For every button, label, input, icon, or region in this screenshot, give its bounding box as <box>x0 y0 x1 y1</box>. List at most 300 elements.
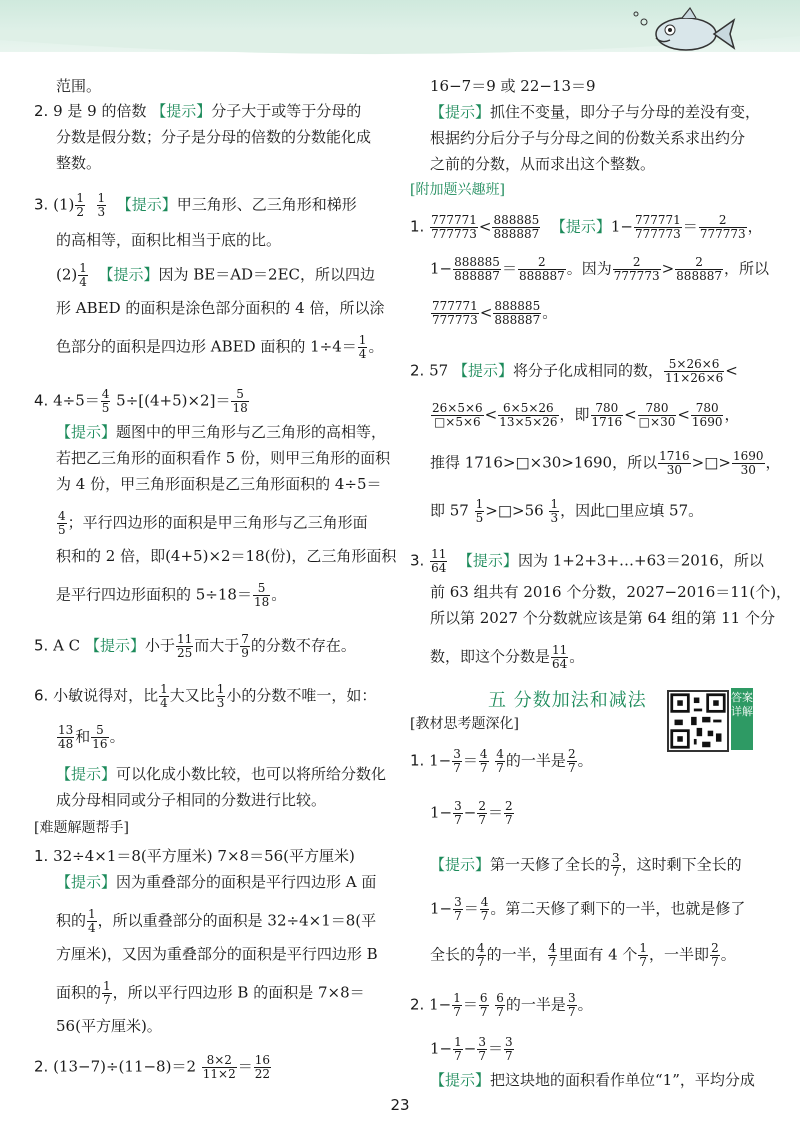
fraction-numerator: 5 <box>231 388 248 402</box>
text-segment: 1− <box>430 1039 453 1058</box>
text-segment: [附加题兴趣班] <box>410 182 505 198</box>
text-segment: 4÷5＝ <box>53 391 100 410</box>
fraction <box>78 262 88 289</box>
chapter-title <box>488 686 647 712</box>
extra-1 <box>410 214 763 241</box>
text-segment: 。第二天修了剩下的一半，也就是修了 <box>490 899 746 918</box>
text-segment: 把这块地的面积看作单位“1”，平均分成 <box>490 1071 755 1089</box>
text-segment: < <box>725 361 738 380</box>
fraction-numerator: 1 <box>453 991 461 1005</box>
text-segment: 小的分数不唯一，如： <box>226 686 377 705</box>
text-line <box>430 154 655 174</box>
hint-label: 【提示】 <box>56 423 117 441</box>
fraction-numerator: 4 <box>477 941 485 955</box>
fraction-numerator: 1 <box>550 497 559 511</box>
fraction <box>480 896 490 923</box>
fraction <box>231 388 248 415</box>
text-segment: ，因此□里应填 57。 <box>560 501 704 520</box>
fraction <box>504 800 514 827</box>
text-line <box>430 852 742 879</box>
text-line <box>56 127 371 147</box>
hint-label: 【提示】 <box>430 1071 491 1089</box>
fraction-numerator: 1716 <box>659 449 690 463</box>
fraction <box>549 498 559 525</box>
text-segment: 分数是假分数；分子是分母的倍数的分数能化成 <box>56 128 372 146</box>
text-segment: 积的 <box>56 911 87 930</box>
fraction <box>91 724 108 751</box>
fraction-numerator: 3 <box>567 991 576 1005</box>
text-segment: 1− <box>610 217 633 236</box>
fraction <box>87 908 97 935</box>
textbook-1 <box>410 748 593 775</box>
fraction-denominator: 7 <box>496 761 504 775</box>
fraction-denominator: 5 <box>475 511 484 525</box>
fraction-denominator: 7 <box>505 1049 513 1063</box>
fraction-denominator: 4 <box>358 347 367 361</box>
qr-code-icon[interactable] <box>667 690 729 752</box>
fraction-numerator: 5 <box>91 724 108 738</box>
text-segment: 甲三角形、乙三角形和梯形 <box>176 195 357 214</box>
text-line <box>430 402 739 429</box>
text-line <box>56 334 383 361</box>
hint-label: 【提示】 <box>550 217 611 236</box>
text-segment: 1− <box>424 751 452 770</box>
fraction-numerator: 2 <box>699 214 747 228</box>
fraction-denominator: 30 <box>740 463 756 477</box>
section-title <box>410 714 519 734</box>
text-segment: ， <box>724 405 740 424</box>
fraction-denominator: 777773 <box>432 313 478 327</box>
hint-label: 【提示】 <box>457 551 518 570</box>
fraction-numerator: 3 <box>478 1035 486 1049</box>
text-segment: [教材思考题深化] <box>410 716 519 732</box>
fraction-denominator: 16 <box>92 737 108 751</box>
fraction-numerator: 11 <box>176 632 193 646</box>
fish-illustration-icon <box>626 4 736 62</box>
text-segment: 57 <box>424 361 453 380</box>
text-segment: 五 分数加法和减法 <box>488 690 647 711</box>
text-line <box>430 800 515 827</box>
fraction-denominator: 11×26×6 <box>664 371 724 385</box>
extra-2 <box>410 358 738 385</box>
fraction-numerator: 1 <box>475 497 484 511</box>
fraction <box>57 510 67 537</box>
text-segment: ＝ <box>501 259 517 278</box>
hint-label: 【提示】 <box>84 636 145 655</box>
text-segment: 4. <box>34 391 49 410</box>
fraction-numerator: 3 <box>454 895 462 909</box>
fraction-numerator: 2 <box>478 799 486 813</box>
text-segment: ，一半即 <box>649 945 710 964</box>
text-segment: 3. <box>34 195 49 214</box>
text-segment: 形 ABED 的面积是涂色部分面积的 4 倍，所以涂 <box>56 299 385 317</box>
text-segment: 32÷4×1＝8(平方厘米) 7×8＝56(平方厘米) <box>48 847 355 865</box>
fraction-numerator: 777771 <box>432 299 478 313</box>
text-segment: 方厘米)，又因为重叠部分的面积是平行四边形 B <box>56 945 378 963</box>
fraction-numerator: 3 <box>454 799 462 813</box>
fraction <box>476 942 486 969</box>
text-line <box>430 582 791 602</box>
text-line <box>56 980 365 1007</box>
fraction <box>176 633 193 660</box>
fraction <box>567 748 577 775</box>
fraction-denominator: 2 <box>76 205 84 219</box>
fraction <box>492 214 540 241</box>
text-segment: ＝ <box>463 899 479 918</box>
text-segment: 抓住不变量，即分子与分母的差没有变， <box>490 103 761 121</box>
text-segment: ，这时剩下全长的 <box>621 855 742 874</box>
fraction <box>75 192 85 219</box>
text-segment: ，所以重叠部分的面积是 32÷4×1＝8(平 <box>97 911 377 930</box>
fraction <box>567 992 577 1019</box>
fraction-numerator: 1 <box>97 191 106 205</box>
text-segment: ＝ <box>462 751 478 770</box>
text-segment: ＝ <box>462 995 478 1014</box>
hint-label: 【提示】 <box>151 102 212 120</box>
fraction <box>240 633 250 660</box>
fraction-numerator: 4 <box>101 387 110 401</box>
text-segment: 。 <box>542 303 558 322</box>
fraction-numerator: 3 <box>453 747 461 761</box>
text-line <box>56 510 368 537</box>
fraction <box>253 582 270 609</box>
text-segment: 56(平方厘米)。 <box>56 1017 162 1035</box>
hint-label: 【提示】 <box>98 265 159 284</box>
text-segment: ， <box>765 453 781 472</box>
text-segment: 的一半是 <box>505 995 566 1014</box>
text-segment: 5÷[(4+5)×2]＝ <box>111 391 231 410</box>
text-segment: ＝ <box>487 803 503 822</box>
text-segment: ；平行四边形的面积是甲三角形与乙三角形面 <box>67 513 368 532</box>
fraction <box>453 800 463 827</box>
text-segment: 根据约分后分子与分母之间的份数关系求出约分 <box>430 129 746 147</box>
text-line <box>56 546 396 566</box>
fraction <box>664 358 724 385</box>
fraction-denominator: 7 <box>479 1005 488 1019</box>
fraction <box>453 256 501 283</box>
fraction <box>97 192 107 219</box>
text-segment: 答案详解 <box>731 691 753 718</box>
text-line <box>430 102 760 122</box>
fraction <box>101 388 111 415</box>
answer-detail-tag <box>731 688 753 750</box>
text-line <box>56 448 390 468</box>
fraction-numerator: 888885 <box>494 299 541 313</box>
fraction <box>202 1054 237 1081</box>
fraction <box>495 748 505 775</box>
fraction <box>475 498 485 525</box>
text-segment: 的一半， <box>486 945 547 964</box>
text-segment: ＝ <box>682 217 698 236</box>
fraction <box>479 748 489 775</box>
text-segment: 。 <box>720 945 736 964</box>
fraction <box>591 402 624 429</box>
fraction-denominator: 7 <box>454 813 462 827</box>
text-segment: 为 4 份，甲三角形面积是乙三角形面积的 4÷5＝ <box>56 475 382 493</box>
fraction-denominator: 3 <box>550 511 559 525</box>
text-segment: 推得 1716>□×30>1690，所以 <box>430 453 658 472</box>
fraction-denominator: 7 <box>453 761 461 775</box>
text-line <box>56 790 326 810</box>
fraction-denominator: 7 <box>567 761 576 775</box>
fraction-denominator: 1690 <box>691 415 723 429</box>
text-segment: 。 <box>109 727 125 746</box>
text-segment: 1− <box>430 899 453 918</box>
fraction-denominator: 888887 <box>454 269 500 283</box>
text-segment: ，即 <box>559 405 590 424</box>
fraction-denominator: 777773 <box>634 227 681 241</box>
text-segment: 因为 1+2+3+…+63＝2016，所以 <box>517 551 764 570</box>
text-segment: < <box>478 217 492 236</box>
text-segment: 。 <box>368 337 384 356</box>
text-line <box>56 298 384 318</box>
fraction-denominator: 7 <box>612 865 620 879</box>
fraction <box>430 548 447 575</box>
fraction <box>477 800 487 827</box>
text-segment: 是平行四边形面积的 5÷18＝ <box>56 585 252 604</box>
fraction <box>710 942 720 969</box>
text-segment: − <box>463 1039 477 1058</box>
fraction <box>358 334 368 361</box>
fraction-denominator: 4 <box>160 696 168 710</box>
text-segment: < <box>484 405 498 424</box>
fraction <box>57 724 74 751</box>
fraction-denominator: 777773 <box>613 269 660 283</box>
fraction <box>638 402 677 429</box>
text-line <box>56 1016 162 1036</box>
text-line <box>430 256 769 283</box>
text-segment: > <box>661 259 675 278</box>
text-segment: 因为 BE＝AD＝2EC，所以四边 <box>158 265 376 284</box>
text-segment: 2. <box>410 361 425 380</box>
text-segment: 第一天修了全长的 <box>490 855 611 874</box>
fraction <box>452 748 462 775</box>
text-segment: 大又比 <box>169 686 215 705</box>
text-segment: 。因为 <box>566 259 612 278</box>
text-segment: ，所以平行四边形 B 的面积是 7×8＝ <box>112 983 365 1002</box>
text-segment: 数，即这个分数是 <box>430 647 551 666</box>
fraction-numerator: 4 <box>496 747 504 761</box>
text-segment: [难题解题帮手] <box>34 820 129 836</box>
fraction-numerator: 8×2 <box>202 1054 237 1068</box>
text-line <box>56 474 382 494</box>
text-segment: (1) <box>53 195 75 214</box>
text-segment: 分子大于或等于分母的 <box>211 102 362 120</box>
fraction-denominator: 7 <box>496 1005 504 1019</box>
text-line <box>430 450 781 477</box>
fraction <box>638 942 648 969</box>
fraction <box>504 1036 514 1063</box>
fraction-numerator: 780 <box>638 402 677 416</box>
fraction-numerator: 1 <box>454 1035 462 1049</box>
fraction-numerator: 777771 <box>634 213 681 227</box>
fraction-numerator: 3 <box>505 1035 513 1049</box>
fraction <box>216 683 226 710</box>
fraction-denominator: 888887 <box>518 269 565 283</box>
text-line <box>56 764 386 784</box>
fraction <box>493 300 541 327</box>
text-segment: 。 <box>577 751 593 770</box>
fraction-denominator: 4 <box>79 275 87 289</box>
text-segment: >□> <box>691 453 731 472</box>
text-segment: 5. <box>34 636 49 655</box>
text-line <box>56 944 378 964</box>
text-segment: 将分子化成相同的数， <box>512 361 663 380</box>
text-line <box>56 422 386 442</box>
fraction-numerator: 6 <box>496 991 504 1005</box>
text-line <box>430 1070 755 1090</box>
fraction-denominator: 5 <box>101 401 110 415</box>
fraction-denominator: 48 <box>58 737 74 751</box>
fraction-denominator: 3 <box>97 205 106 219</box>
page-number <box>0 1096 800 1114</box>
text-segment: − <box>463 803 477 822</box>
fraction-numerator: 16 <box>254 1053 271 1067</box>
text-segment: 即 57 <box>430 501 474 520</box>
text-segment: 1. <box>34 847 49 865</box>
text-segment: (2) <box>56 265 78 284</box>
text-line <box>430 128 745 148</box>
fraction-denominator: 777773 <box>431 227 477 241</box>
fraction-denominator: 7 <box>454 909 462 923</box>
fraction <box>254 1054 271 1081</box>
text-line <box>430 608 775 628</box>
fraction <box>675 256 723 283</box>
text-segment: 全长的 <box>430 945 476 964</box>
text-segment: 范围。 <box>56 77 102 95</box>
fraction <box>431 300 479 327</box>
fraction-numerator: 11 <box>431 547 447 561</box>
fraction-denominator: 4 <box>88 921 96 935</box>
text-line <box>56 262 375 289</box>
fraction <box>498 402 558 429</box>
text-segment: 2. <box>34 1057 49 1076</box>
text-line <box>430 896 745 923</box>
text-segment: >□>56 <box>485 501 549 520</box>
fraction-denominator: 7 <box>548 955 557 969</box>
section-title <box>410 180 505 200</box>
text-segment: 1− <box>430 259 453 278</box>
text-segment: 2. <box>410 995 425 1014</box>
text-segment: A C <box>48 636 85 655</box>
text-segment: 。 <box>577 995 593 1014</box>
fraction <box>479 992 489 1019</box>
fraction-denominator: 7 <box>639 955 648 969</box>
text-segment: ，所以 <box>723 259 769 278</box>
fraction-numerator: 1 <box>88 907 96 921</box>
fraction-denominator: 7 <box>479 761 488 775</box>
fraction <box>159 683 169 710</box>
fraction-numerator: 1 <box>76 191 84 205</box>
fraction-numerator: 6 <box>479 991 488 1005</box>
answer-6 <box>34 683 376 710</box>
text-segment: 的高相等，面积比相当于底的比。 <box>56 231 282 249</box>
text-segment: 而大于 <box>194 636 240 655</box>
hint-label: 【提示】 <box>452 361 513 380</box>
fraction-numerator: 7 <box>241 632 249 646</box>
text-segment: < <box>479 303 493 322</box>
text-segment: 9 是 9 的倍数 <box>48 102 152 120</box>
text-segment: < <box>624 405 637 424</box>
hint-label: 【提示】 <box>56 873 117 891</box>
text-segment: 可以化成小数比较，也可以将所给分数化 <box>116 765 387 783</box>
textbook-2 <box>410 992 593 1019</box>
text-segment: 1− <box>430 803 453 822</box>
hint-label: 【提示】 <box>56 765 117 783</box>
fraction-denominator: 5 <box>58 523 66 537</box>
fraction-numerator: 1690 <box>732 449 764 463</box>
fraction-numerator: 4 <box>479 747 488 761</box>
fraction-denominator: 7 <box>567 1005 576 1019</box>
fraction-denominator: 64 <box>552 657 568 671</box>
text-segment: 的一半是 <box>505 751 566 770</box>
text-line <box>430 1036 515 1063</box>
fraction-numerator: 2 <box>505 799 513 813</box>
fraction-numerator: 1 <box>216 682 225 696</box>
text-line <box>56 872 376 892</box>
text-segment: 。 <box>271 585 287 604</box>
hint-label: 【提示】 <box>116 195 177 214</box>
fraction-numerator: 2 <box>711 941 719 955</box>
fraction-numerator: 4 <box>548 941 557 955</box>
fraction <box>732 450 765 477</box>
fraction-numerator: 6×5×26 <box>498 402 558 416</box>
text-segment: 前 63 组共有 2016 个分数，2027−2016＝11(个)， <box>430 583 792 601</box>
fraction-numerator: 1 <box>639 941 648 955</box>
fraction-denominator: 22 <box>254 1067 271 1081</box>
text-line <box>430 300 557 327</box>
fraction-denominator: □×5×6 <box>433 415 481 429</box>
fraction-denominator: 7 <box>454 1049 462 1063</box>
fraction-denominator: 888887 <box>493 227 540 241</box>
text-segment: ＝ <box>237 1057 253 1076</box>
text-segment: 成分母相同或分子相同的分数进行比较。 <box>56 791 327 809</box>
text-segment: ， <box>747 217 763 236</box>
text-segment: 3. <box>410 551 425 570</box>
fraction-denominator: 777773 <box>699 227 746 241</box>
answer-3 <box>34 192 357 219</box>
text-segment: 2. <box>34 102 49 120</box>
text-segment: 和 <box>75 727 91 746</box>
text-segment: 之前的分数，从而求出这个整数。 <box>430 155 656 173</box>
fraction <box>548 942 558 969</box>
fraction <box>611 852 621 879</box>
fraction-numerator: 3 <box>612 851 620 865</box>
fraction <box>477 1036 487 1063</box>
fraction-numerator: 1 <box>79 261 87 275</box>
answer-4 <box>34 388 250 415</box>
fraction-numerator: 888885 <box>493 213 540 227</box>
fraction-numerator: 2 <box>567 747 576 761</box>
fraction-denominator: 7 <box>480 909 489 923</box>
fraction <box>453 1036 463 1063</box>
text-segment: 若把乙三角形的面积看作 5 份，则甲三角形的面积 <box>56 449 391 467</box>
fraction <box>699 214 747 241</box>
fraction <box>518 256 566 283</box>
fraction <box>102 980 112 1007</box>
fraction-denominator: 13×5×26 <box>499 415 558 429</box>
fraction-numerator: 5×26×6 <box>664 358 724 372</box>
text-line <box>430 942 736 969</box>
text-segment: 23 <box>390 1096 410 1114</box>
fraction-numerator: 1 <box>358 333 367 347</box>
text-segment: 的分数不存在。 <box>250 636 356 655</box>
fraction-denominator: □×30 <box>638 415 676 429</box>
fraction-numerator: 1 <box>103 979 111 993</box>
text-segment: 整数。 <box>56 154 102 172</box>
text-line <box>430 498 703 525</box>
text-segment: ＝ <box>487 1039 503 1058</box>
